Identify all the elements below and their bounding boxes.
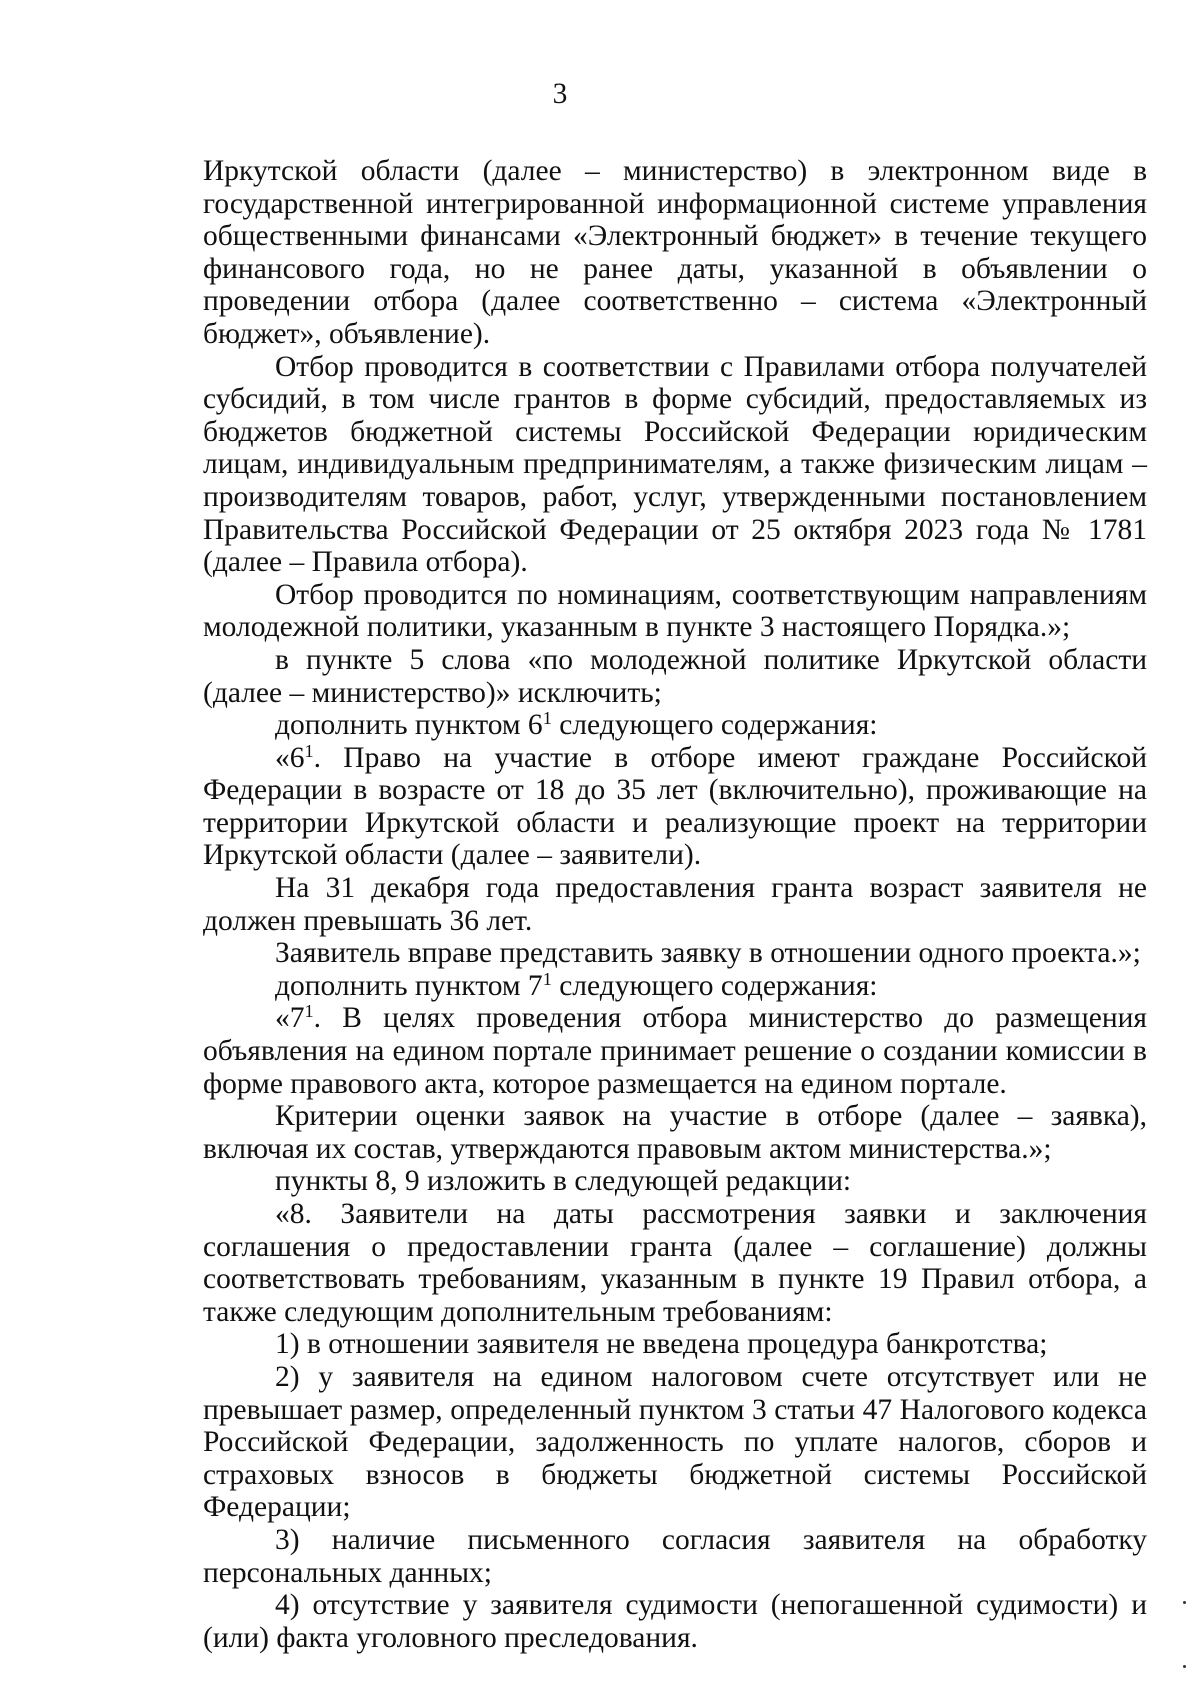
paragraph-text: . В целях проведения отбора министерство до размещения объявления на едином портале принимает решение о создании комиссии в форме правового акта, которое размещается на едином портале.	[203, 1002, 1147, 1100]
document-body	[203, 155, 1147, 1654]
superscript: 1	[304, 740, 314, 761]
paragraph-text: 3) наличие письменного согласия заявителя на обработку персональных данных;	[203, 1523, 1147, 1589]
superscript: 1	[304, 1001, 314, 1022]
paragraph-text: пункты 8, 9 изложить в следующей редакции:	[275, 1165, 852, 1198]
paragraph	[203, 1524, 1147, 1589]
paragraph-text: На 31 декабря года предоставления гранта возраст заявителя не должен превышать 36 лет.	[203, 872, 1147, 937]
paragraph-text: . Право на участие в отборе имеют граждане Российской Федерации в возрасте от 18 до 35 лет (включительно), проживающие на территории Иркутской области и реализующие проект на территории Иркутской области (далее – заявители).	[203, 741, 1147, 872]
paragraph-text: Критерии оценки заявок на участие в отборе (далее – заявка), включая их состав, утверждаются правовым актом министерства.»;	[203, 1100, 1147, 1165]
paragraph-text: дополнить пунктом 7	[275, 969, 543, 1002]
superscript: 1	[542, 708, 552, 729]
paragraph-text: дополнить пунктом 6	[275, 709, 543, 742]
paragraph-text: 4) отсутствие у заявителя судимости (непогашенной судимости) и (или) факта уголовного преследования.	[203, 1589, 1147, 1654]
paragraph-text: 1) в отношении заявителя не введена процедура банкротства;	[275, 1328, 1048, 1361]
paragraph	[203, 1002, 1147, 1100]
paragraph-text: следующего содержания:	[551, 969, 878, 1002]
paragraph	[203, 742, 1147, 872]
paragraph	[203, 644, 1147, 709]
paragraph	[203, 579, 1147, 644]
paragraph-text: «8. Заявители на даты рассмотрения заявки и заключения соглашения о предоставлении гранта (далее – соглашение) должны соответствовать требованиям, указанным в пункте 19 Правил отбора, а также следующим дополнительным требованиям:	[203, 1198, 1147, 1328]
paragraph-text: в пункте 5 слова «по молодежной политике Иркутской области (далее – министерство)» исключить;	[203, 643, 1147, 709]
scan-speck	[1183, 1665, 1186, 1668]
paragraph-text: «7	[275, 1002, 305, 1035]
paragraph	[203, 970, 1147, 1003]
paragraph	[203, 351, 1147, 579]
paragraph	[203, 1328, 1147, 1361]
superscript: 1	[542, 968, 552, 989]
paragraph-text: 2) у заявителя на едином налоговом счете отсутствует или не превышает размер, определенный пунктом 3 статьи 47 Налогового кодекса Российской Федерации, задолженность по уплате налогов, сборов и страховых взносов в бюджеты бюджетной системы Российской Федерации;	[203, 1360, 1147, 1524]
paragraph	[203, 155, 1147, 351]
paragraph-text: Отбор проводится по номинациям, соответствующим направлениям молодежной политики, указанным в пункте 3 настоящего Порядка.»;	[203, 578, 1147, 644]
paragraph	[203, 872, 1147, 937]
paragraph-text: «6	[275, 741, 305, 774]
paragraph-text: Заявитель вправе представить заявку в отношении одного проекта.»;	[275, 937, 1141, 970]
paragraph	[203, 1198, 1147, 1328]
paragraph	[203, 1589, 1147, 1654]
paragraph	[203, 937, 1147, 970]
scan-speck	[1183, 1601, 1186, 1604]
paragraph	[203, 1100, 1147, 1165]
paragraph-text: Иркутской области (далее – министерство) в электронном виде в государственной интегрированной информационной системе управления общественными финансами «Электронный бюджет» в течение текущего финансового года, но не ранее даты, указанной в объявлении о проведении отбора (далее соответственно – система «Электронный бюджет», объявление).	[203, 155, 1147, 350]
paragraph	[203, 1165, 1147, 1198]
paragraph	[203, 709, 1147, 742]
paragraph-text: Отбор проводится в соответствии с Правилами отбора получателей субсидий, в том числе грантов в форме субсидий, предоставляемых из бюджетов бюджетной системы Российской Федерации юридическим лицам, индивидуальным предпринимателям, а также физическим лицам – производителям товаров, работ, услуг, утвержденными постановлением Правительства Российской Федерации от 25 октября 2023 года № 1781 (далее – Правила отбора).	[203, 350, 1147, 579]
paragraph-text: следующего содержания:	[551, 709, 878, 742]
page-number: 3	[552, 78, 568, 110]
paragraph	[203, 1361, 1147, 1524]
